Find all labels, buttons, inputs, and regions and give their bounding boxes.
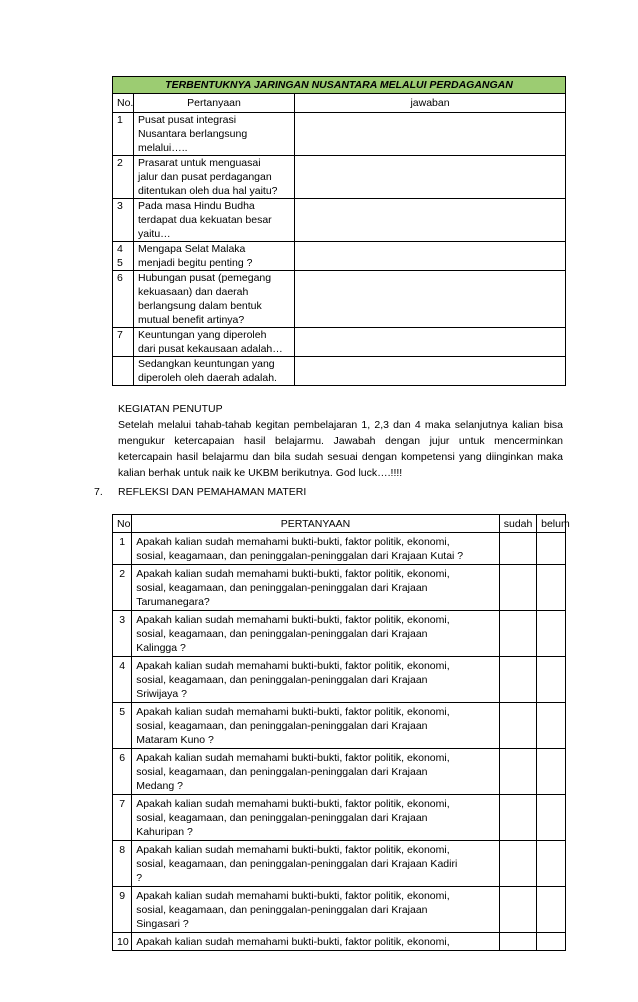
table-row [113,113,566,156]
question-line: Apakah kalian sudah memahami bukti-bukti, faktor politik, ekonomi, [136,890,450,902]
row-number [113,357,134,386]
table-row [113,611,566,657]
row-number: 10 [113,933,132,951]
question-line: Mengapa Selat Malaka [138,243,246,255]
sudah-cell[interactable] [499,841,536,887]
question-line: sosial, keagamaan, dan peninggalan-peninggalan dari Krajaan Kadiri [136,858,458,870]
question-line: Sedangkan keuntungan yang [138,358,275,370]
question-line: Apakah kalian sudah memahami bukti-bukti, faktor politik, ekonomi, [136,844,450,856]
row-number: 5 [113,703,132,749]
table-row [113,242,566,271]
question-line: melalui….. [138,142,188,154]
question-line: Medang ? [136,780,183,792]
belum-cell[interactable] [537,749,566,795]
question-line: sosial, keagamaan, dan peninggalan-peninggalan dari Krajaan [136,766,428,778]
row-number: 7 [113,328,134,357]
sudah-cell[interactable] [499,795,536,841]
question-line: jalur dan pusat perdagangan [138,171,272,183]
table-row [113,657,566,703]
table-row [113,749,566,795]
row-number: 4 [113,657,132,703]
table-row [113,156,566,199]
question-line: sosial, keagamaan, dan peninggalan-peninggalan dari Krajaan Kutai ? [136,550,464,562]
row-number: 1 [113,533,132,565]
question-cell [132,565,500,611]
table-row [113,533,566,565]
answer-cell[interactable] [295,328,566,357]
question-cell [132,657,500,703]
question-line: sosial, keagamaan, dan peninggalan-peninggalan dari Krajaan [136,720,428,732]
section-number: 7. [94,486,103,498]
sudah-cell[interactable] [499,933,536,951]
belum-cell[interactable] [537,841,566,887]
question-line: Sriwijaya ? [136,688,187,700]
table-row [113,328,566,357]
question-line: Kahuripan ? [136,826,193,838]
question-cell [132,933,500,951]
question-line: menjadi begitu penting ? [138,257,253,269]
header-answer: jawaban [295,94,566,113]
section-heading [94,485,306,499]
reflection-table [112,514,570,951]
sudah-cell[interactable] [499,887,536,933]
answer-cell[interactable] [295,113,566,156]
question-line: ? [136,872,143,884]
question-cell [132,749,500,795]
sudah-cell[interactable] [499,611,536,657]
question-line: Pusat pusat integrasi [138,114,237,126]
question-cell [134,328,295,357]
question-cell [132,703,500,749]
question-cell [132,841,500,887]
row-number: 6 [113,749,132,795]
question-line: sosial, keagamaan, dan peninggalan-peninggalan dari Krajaan [136,904,428,916]
question-cell [132,611,500,657]
row-number: 3 [113,199,134,242]
row-number: 9 [113,887,132,933]
question-cell [134,271,295,328]
table-row [113,795,566,841]
question-cell [134,113,295,156]
question-line: berlangsung dalam bentuk [138,300,262,312]
header-question: Pertanyaan [134,94,295,113]
question-line: ditentukan oleh dua hal yaitu? [138,185,278,197]
question-cell [132,533,500,565]
closing-paragraph: Setelah melalui tahab-tahab kegitan pembelajaran 1, 2,3 dan 4 maka selanjutnya kalian bisa mengukur ketercapaian hasil belajarmu. Jawabah dengan jujur untuk mencerminkan ketercapain hasil belajarmu dan bila sudah sesuai dengan kompetensi yang diinginkan maka kalian berhak untuk naik ke UKBM berikutnya. God luck….!!!! [118,419,563,479]
question-cell [134,357,295,386]
question-line: terdapat dua kekuatan besar [138,214,272,226]
question-line: Keuntungan yang diperoleh [138,329,267,341]
question-line: diperoleh oleh daerah adalah. [138,372,277,384]
closing-section [118,401,563,481]
belum-cell[interactable] [537,795,566,841]
sudah-cell[interactable] [499,533,536,565]
answer-cell[interactable] [295,156,566,199]
question-line: Apakah kalian sudah memahami bukti-bukti, faktor politik, ekonomi, [136,706,450,718]
question-line: kekuasaan) dan daerah [138,286,249,298]
row-number: 3 [113,611,132,657]
question-line: Apakah kalian sudah memahami bukti-bukti, faktor politik, ekonomi, [136,798,450,810]
question-cell [132,887,500,933]
sudah-cell[interactable] [499,703,536,749]
sudah-cell[interactable] [499,749,536,795]
header-no: No [113,515,132,533]
header-sudah: sudah [499,515,536,533]
question-line: mutual benefit artinya? [138,314,245,326]
header-no: No. [113,94,134,113]
answer-cell[interactable] [295,357,566,386]
question-line: Kalingga ? [136,642,186,654]
belum-cell[interactable] [537,611,566,657]
question-line: Apakah kalian sudah memahami bukti-bukti, faktor politik, ekonomi, [136,568,450,580]
belum-cell[interactable] [537,703,566,749]
closing-title: KEGIATAN PENUTUP [118,403,223,415]
trade-network-table [112,76,566,386]
belum-cell[interactable] [537,565,566,611]
row-number: 6 [113,271,134,328]
row-number: 4 5 [113,242,134,271]
question-line: Prasarat untuk menguasai [138,157,261,169]
question-line: sosial, keagamaan, dan peninggalan-peninggalan dari Krajaan [136,674,428,686]
belum-cell[interactable] [537,533,566,565]
table-row [113,199,566,242]
question-line: Apakah kalian sudah memahami bukti-bukti, faktor politik, ekonomi, [136,660,450,672]
table-row [113,887,566,933]
question-line: Apakah kalian sudah memahami bukti-bukti, faktor politik, ekonomi, [136,936,450,948]
question-line: sosial, keagamaan, dan peninggalan-peninggalan dari Krajaan [136,812,428,824]
question-line: Pada masa Hindu Budha [138,200,255,212]
row-number: 2 [113,565,132,611]
table-row [113,841,566,887]
header-belum: belum [537,515,566,533]
question-line: yaitu… [138,228,171,240]
question-line: Singasari ? [136,918,189,930]
question-cell [134,242,295,271]
table-row [113,565,566,611]
question-line: Apakah kalian sudah memahami bukti-bukti, faktor politik, ekonomi, [136,614,450,626]
table-title: TERBENTUKNYA JARINGAN NUSANTARA MELALUI PERDAGANGAN [113,77,566,94]
header-question: PERTANYAAN [132,515,500,533]
belum-cell[interactable] [537,887,566,933]
row-number: 7 [113,795,132,841]
question-cell [134,156,295,199]
question-cell [132,795,500,841]
section-title: REFLEKSI DAN PEMAHAMAN MATERI [118,486,307,498]
question-line: sosial, keagamaan, dan peninggalan-peninggalan dari Krajaan [136,582,428,594]
question-line: Mataram Kuno ? [136,734,214,746]
row-number: 1 [113,113,134,156]
question-line: dari pusat kekausaan adalah… [138,343,283,355]
belum-cell[interactable] [537,657,566,703]
table-row [113,357,566,386]
answer-cell[interactable] [295,199,566,242]
question-line: Nusantara berlangsung [138,128,248,140]
question-line: Hubungan pusat (pemegang [138,272,272,284]
sudah-cell[interactable] [499,657,536,703]
question-line: Tarumanegara? [136,596,210,608]
sudah-cell[interactable] [499,565,536,611]
question-line: Apakah kalian sudah memahami bukti-bukti, faktor politik, ekonomi, [136,752,450,764]
table-row [113,703,566,749]
row-number: 2 [113,156,134,199]
question-line: sosial, keagamaan, dan peninggalan-peninggalan dari Krajaan [136,628,428,640]
question-line: Apakah kalian sudah memahami bukti-bukti, faktor politik, ekonomi, [136,536,450,548]
answer-cell[interactable] [295,271,566,328]
belum-cell[interactable] [537,933,566,951]
table-row [113,271,566,328]
question-cell [134,199,295,242]
table-row [113,933,566,951]
answer-cell[interactable] [295,242,566,271]
row-number: 8 [113,841,132,887]
